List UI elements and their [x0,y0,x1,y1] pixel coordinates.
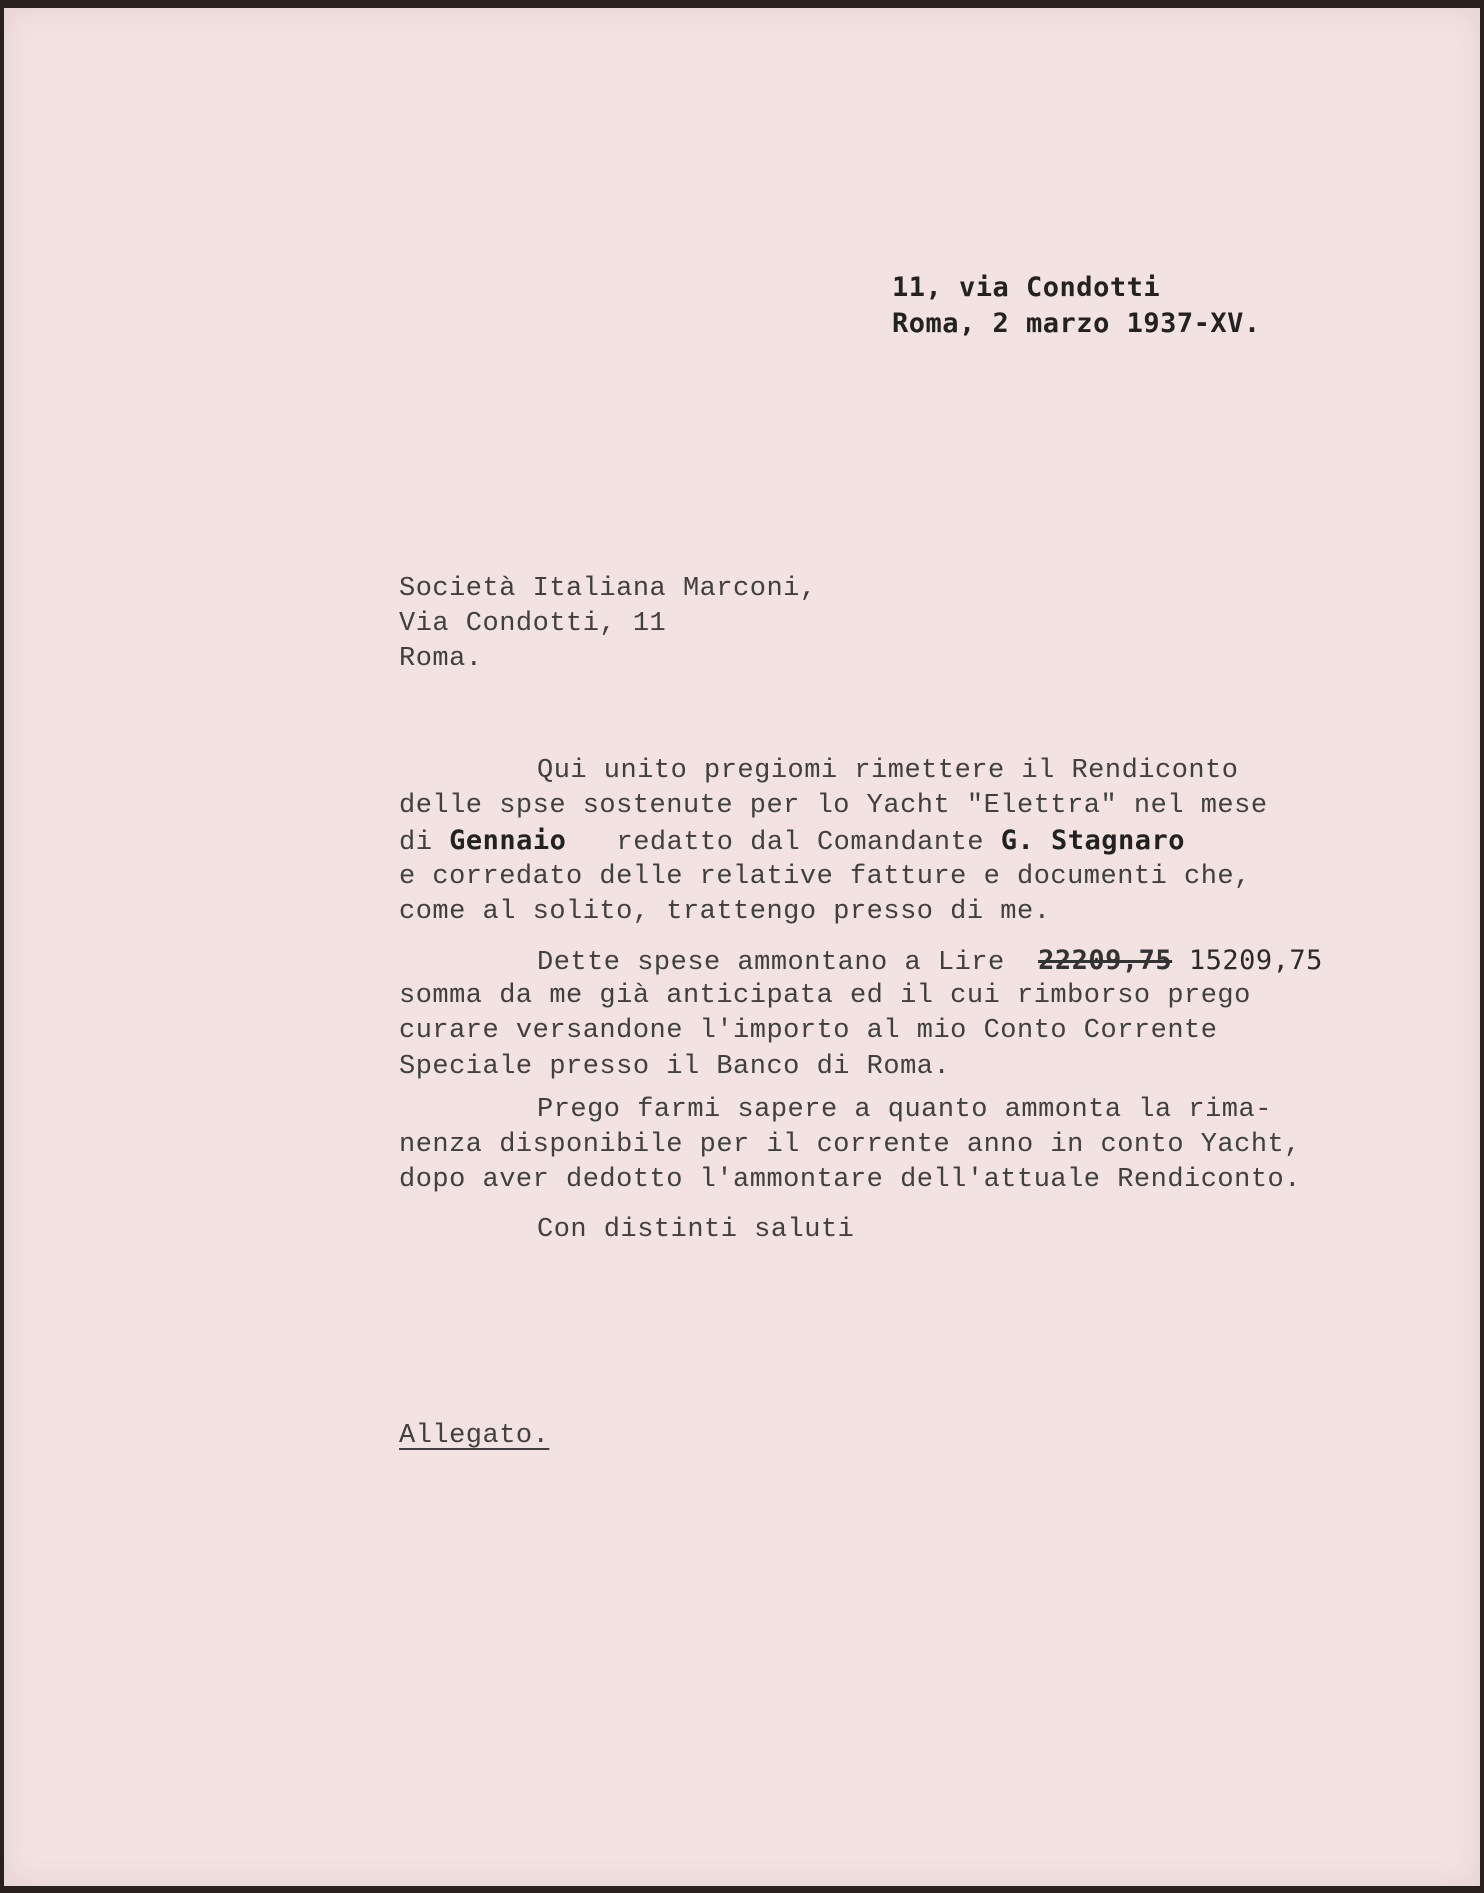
closing-salutation: Con distinti saluti [537,1215,855,1245]
struck-amount: 22209,75 [1038,945,1173,976]
paragraph-3-line-1: Prego farmi sapere a quanto ammonta la rima- [537,1095,1272,1125]
paragraph-2-line-3: curare versandone l'importo al mio Conto Corrente [399,1016,1218,1046]
paragraph-2-line-1 [537,943,1323,981]
paragraph-2-line-4: Speciale presso il Banco di Roma. [399,1052,951,1082]
enclosure-label: Allegato. [399,1421,550,1451]
letter-page [4,8,1480,1886]
text-ammontano: Dette spese ammontano a Lire [537,948,1039,978]
paragraph-1-line-3 [399,823,1185,861]
text-di: di [399,828,450,858]
commander-name: G. Stagnaro [1000,825,1185,856]
recipient-name: Società Italiana Marconi, [399,574,817,604]
letter-date: Roma, 2 marzo 1937-XV. [892,308,1261,339]
paragraph-1-line-2: delle spse sostenute per lo Yacht "Elettra" nel mese [399,791,1268,821]
corrected-amount: 15209,75 [1172,945,1323,976]
sender-address: 11, via Condotti [892,272,1161,303]
paragraph-3-line-2: nenza disponibile per il corrente anno in conto Yacht, [399,1130,1301,1160]
recipient-city: Roma. [399,644,483,674]
paragraph-1-line-5: come al solito, trattengo presso di me. [399,897,1051,927]
text-redatto: redatto dal Comandante [566,828,1001,858]
paragraph-1-line-4: e corredato delle relative fatture e documenti che, [399,862,1251,892]
recipient-street: Via Condotti, 11 [399,609,667,639]
paragraph-3-line-3: dopo aver dedotto l'ammontare dell'attuale Rendiconto. [399,1165,1301,1195]
month-name: Gennaio [449,825,567,856]
paragraph-2-line-2: somma da me già anticipata ed il cui rimborso prego [399,981,1251,1011]
paragraph-1-line-1: Qui unito pregiomi rimettere il Rendiconto [537,756,1239,786]
